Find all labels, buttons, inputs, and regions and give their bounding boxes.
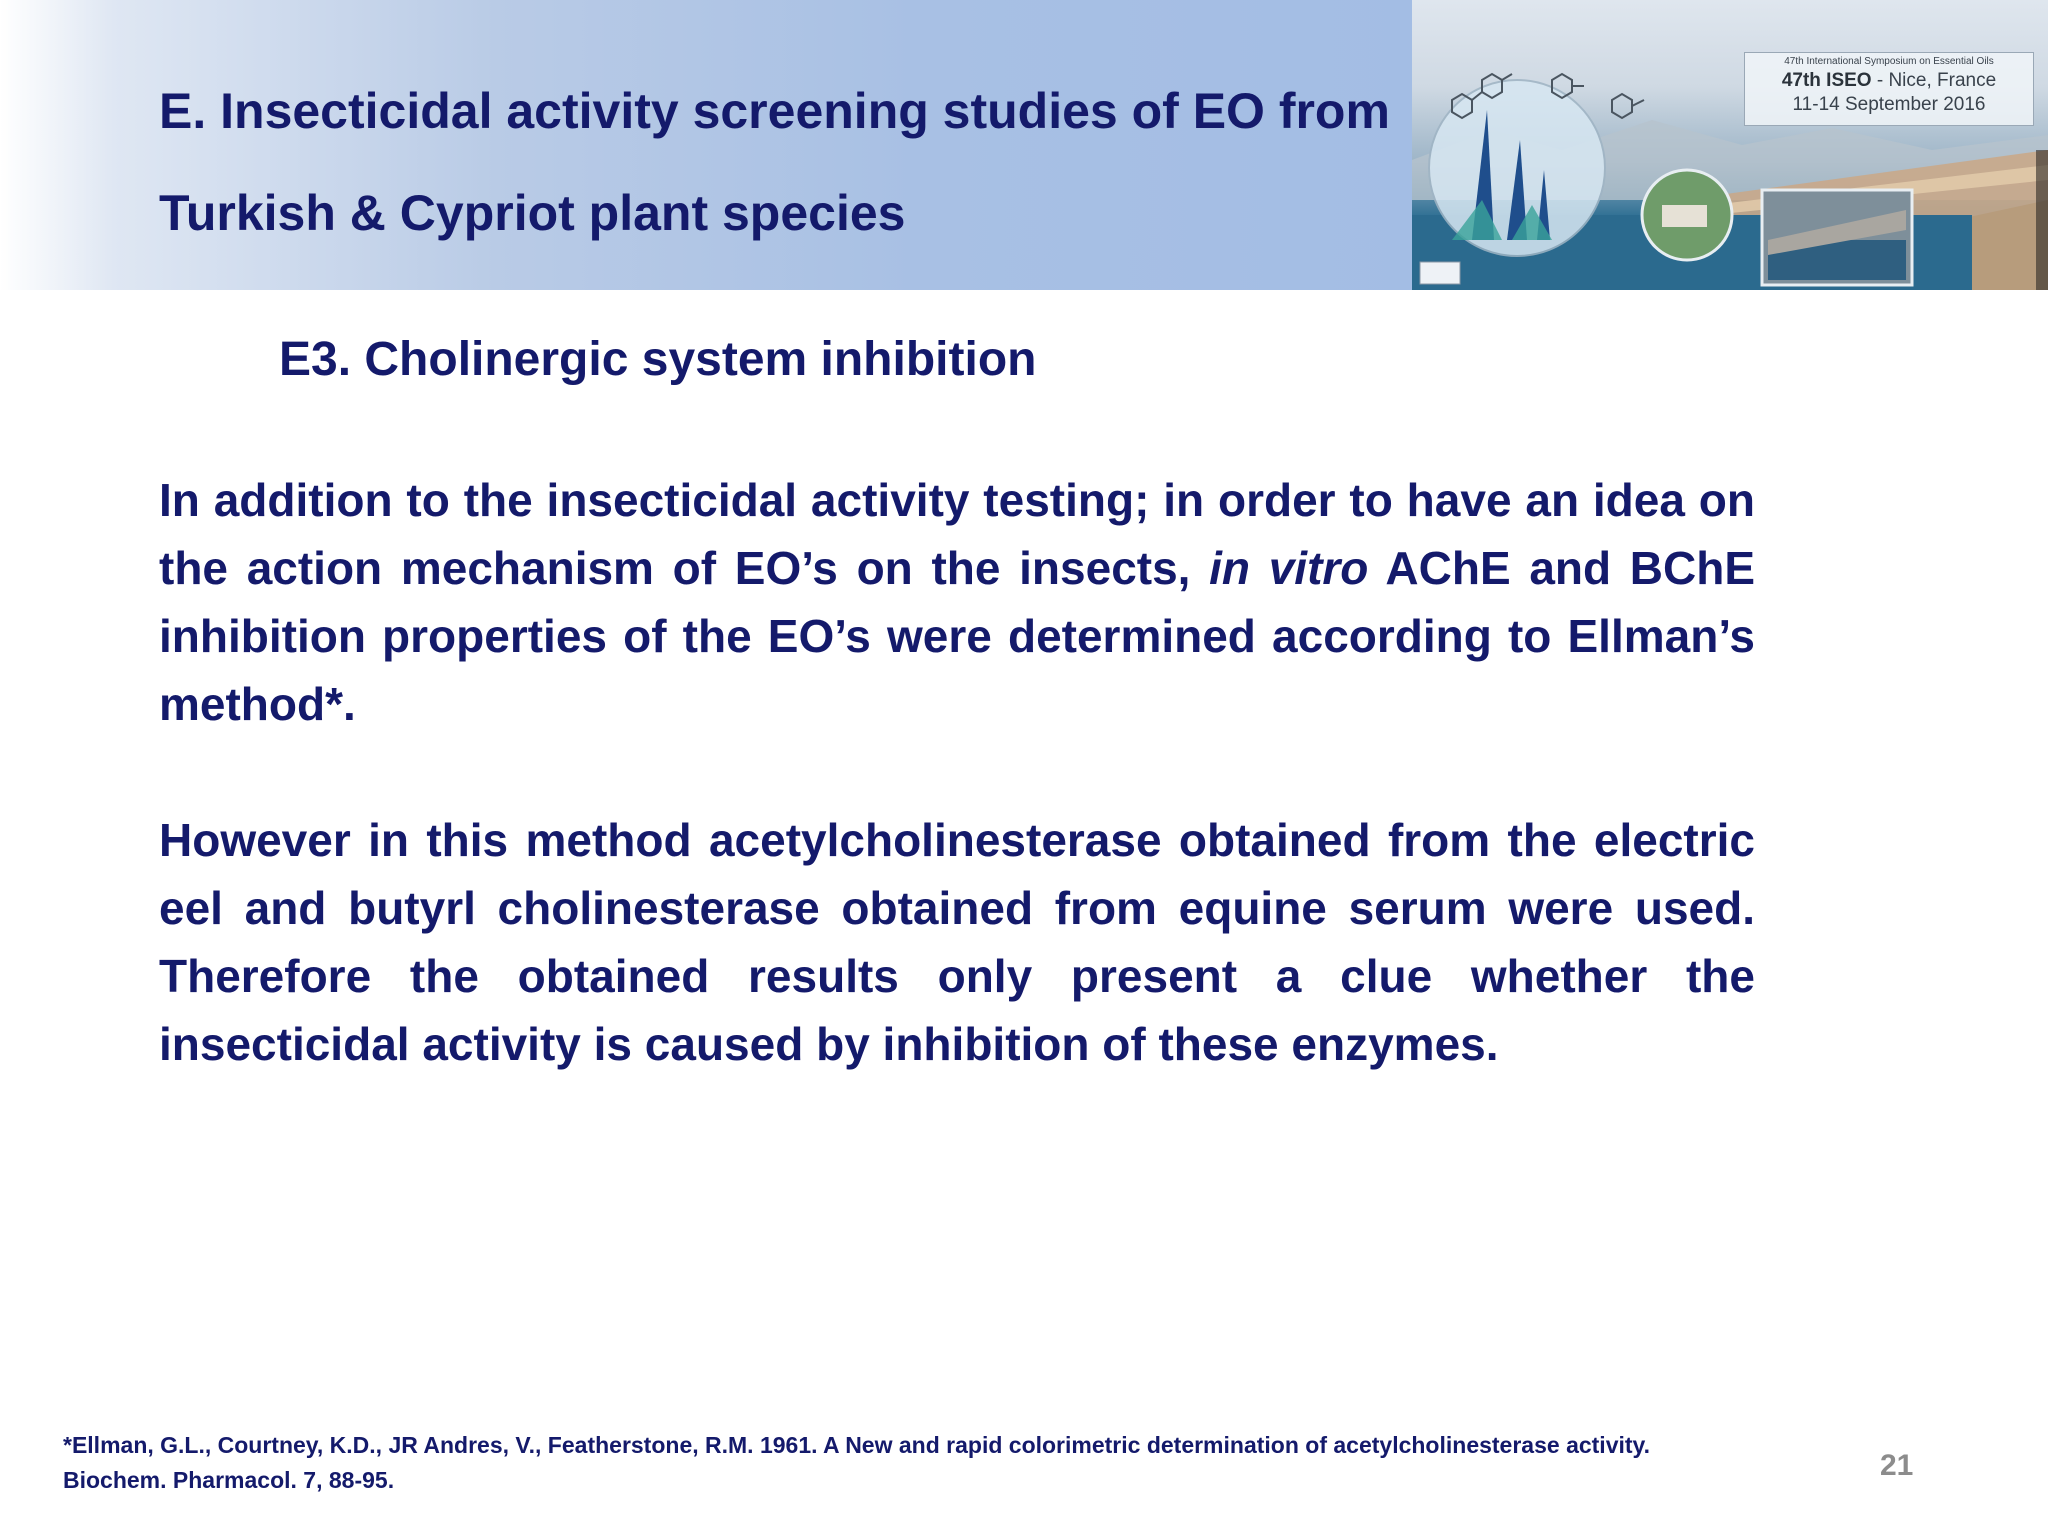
footnote-line-1: *Ellman, G.L., Courtney, K.D., JR Andres, V., Featherstone, R.M. 1961. A New and rapid colorimetric determination of acetylcholinesterase activity. xyxy=(63,1432,1651,1458)
symposium-line: 47th International Symposium on Essential Oils xyxy=(1784,56,1994,67)
section-subheading: E3. Cholinergic system inhibition xyxy=(279,333,1037,386)
paragraph-1-text-b: AChE and BChE inhibition properties of the EO’s were determined according to Ellman’s method*. xyxy=(159,542,1756,730)
page-number: 21 xyxy=(1880,1449,1914,1482)
title-line-1: E. Insecticidal activity screening studies of EO from xyxy=(159,83,1390,139)
slide-title xyxy=(159,60,1399,264)
paragraph-1 xyxy=(159,466,1755,738)
paragraph-1-italic: in vitro xyxy=(1209,542,1369,594)
footnote-reference xyxy=(63,1428,1823,1498)
banner-info-box xyxy=(1744,52,2034,126)
event-location: - Nice, France xyxy=(1871,70,1997,91)
conference-banner xyxy=(1412,0,2048,290)
paragraph-2: However in this method acetylcholinesterase obtained from the electric eel and butyrl cholinesterase obtained from equine serum were used. Therefore the obtained results only present a clue whether the insecticidal activity is caused by inhibition of these enzymes. xyxy=(159,814,1755,1070)
footnote-line-2: Biochem. Pharmacol. 7, 88-95. xyxy=(63,1467,395,1493)
event-dates: 11-14 September 2016 xyxy=(1792,94,1986,115)
banner-illustration xyxy=(1412,0,2048,290)
event-line xyxy=(1745,69,2033,93)
event-name: 47th ISEO xyxy=(1781,70,1872,91)
paragraph-1-text-a: In addition to the insecticidal activity testing; in order to have an idea on the action mechanism of EO’s on the insects, xyxy=(159,474,1755,594)
title-line-2: Turkish & Cypriot plant species xyxy=(159,185,906,241)
